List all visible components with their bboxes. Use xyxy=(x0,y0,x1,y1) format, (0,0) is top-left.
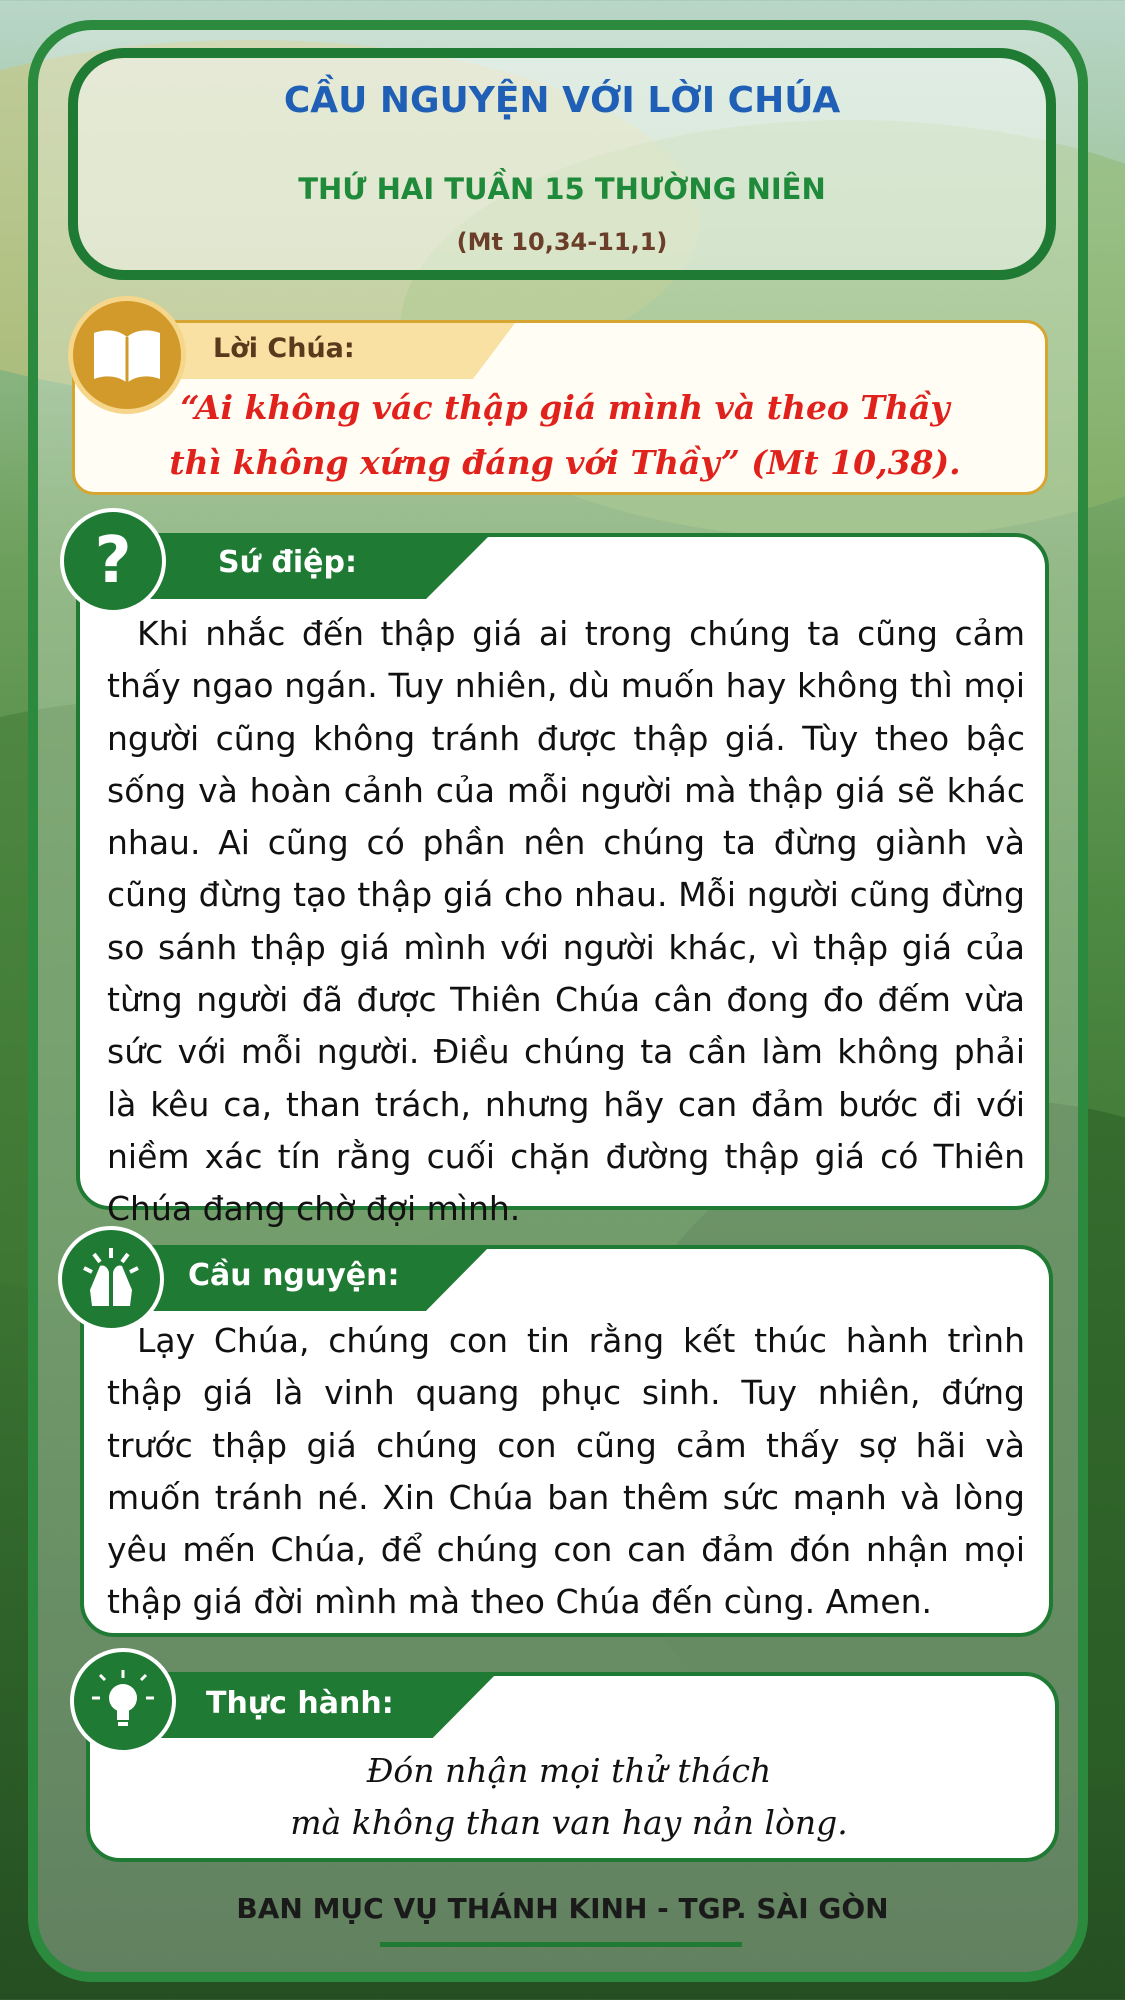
practice-line: Đón nhận mọi thử thách xyxy=(366,1751,772,1790)
footer-credit: BAN MỤC VỤ THÁNH KINH - TGP. SÀI GÒN xyxy=(236,1892,889,1925)
question-mark-icon: ? xyxy=(60,508,166,614)
practice-label: Thực hành: xyxy=(206,1686,394,1721)
message-label: Sứ điệp: xyxy=(218,545,357,580)
prayer-label: Cầu nguyện: xyxy=(188,1258,400,1293)
quote-line: “Ai không vác thập giá mình và theo Thầy xyxy=(180,388,950,427)
practice-text xyxy=(86,1745,1052,1849)
scripture-reference: (Mt 10,34-11,1) xyxy=(456,228,668,256)
message-text: Khi nhắc đến thập giá ai trong chúng ta cũng cảm thấy ngao ngán. Tuy nhiên, dù muốn hay không thì mọi người cũng không tránh được thập giá. Tùy theo bậc sống và hoàn cảnh của mỗi người mà thập giá sẽ khác nhau. Ai cũng có phần nên chúng ta đừng giành và cũng đừng tạo thập giá cho nhau. Mỗi người cũng đừng so sánh thập giá mình với người khác, vì thập giá của từng người đã được Thiên Chúa cân đong đo đếm vừa sức với mỗi người. Điều chúng ta cần làm không phải là kêu ca, than trách, nhưng hãy can đảm bước đi với niềm xác tín rằng cuối chặn đường thập giá có Thiên Chúa đang chờ đợi mình. xyxy=(107,614,1025,1229)
page-title: CẦU NGUYỆN VỚI LỜI CHÚA xyxy=(283,80,841,121)
word-of-god-label: Lời Chúa: xyxy=(213,333,355,364)
page-subtitle: THỨ HAI TUẦN 15 THƯỜNG NIÊN xyxy=(298,172,826,206)
footer-divider xyxy=(380,1942,742,1947)
scripture-quote xyxy=(130,380,1000,490)
prayer-text: Lạy Chúa, chúng con tin rằng kết thúc hành trình thập giá là vinh quang phục sinh. Tuy nhiên, đứng trước thập giá chúng con cũng cảm thấy sợ hãi và muốn tránh né. Xin Chúa ban thêm sức mạnh và lòng yêu mến Chúa, để chúng con can đảm đón nhận mọi thập giá đời mình mà theo Chúa đến cùng. Amen. xyxy=(107,1321,1025,1622)
lightbulb-icon xyxy=(70,1648,176,1754)
header-box xyxy=(68,48,1056,280)
quote-line: thì không xứng đáng với Thầy” (Mt 10,38). xyxy=(169,443,961,482)
practice-line: mà không than van hay nản lòng. xyxy=(290,1803,848,1842)
